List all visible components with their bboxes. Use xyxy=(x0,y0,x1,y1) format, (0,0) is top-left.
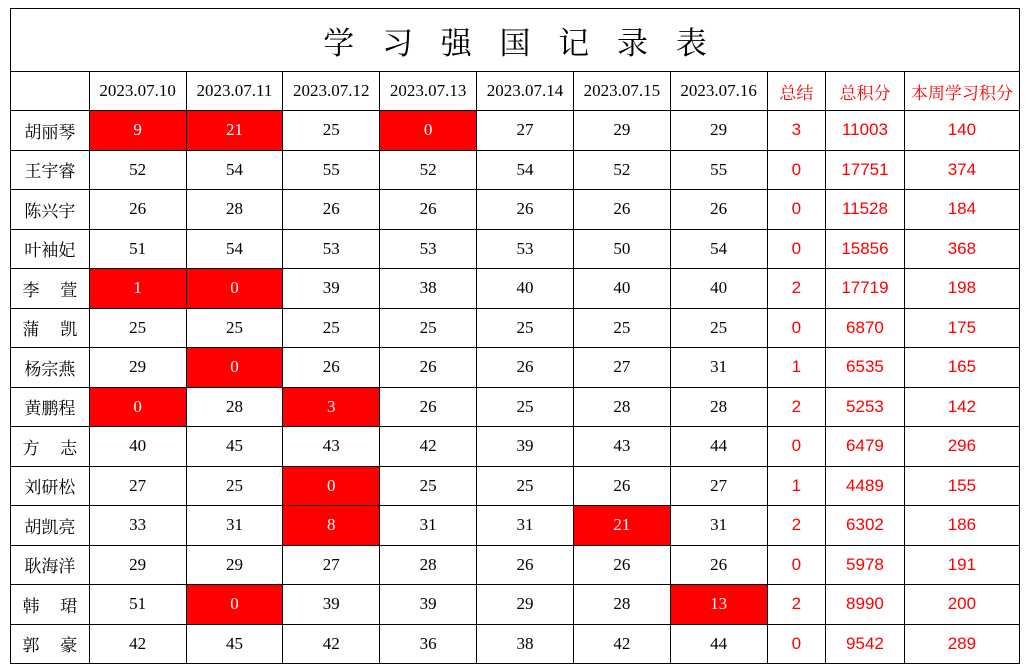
table-row xyxy=(11,229,1020,269)
cell-day-3: 43 xyxy=(283,427,380,467)
table-row xyxy=(11,387,1020,427)
cell-day-7: 55 xyxy=(670,150,767,190)
cell-day-1: 40 xyxy=(89,427,186,467)
cell-summary: 0 xyxy=(767,545,826,585)
header-day-5: 2023.07.14 xyxy=(477,72,574,111)
cell-day-2: 31 xyxy=(186,506,283,546)
cell-total: 17751 xyxy=(826,150,905,190)
header-day-2: 2023.07.11 xyxy=(186,72,283,111)
cell-day-5: 27 xyxy=(477,111,574,151)
row-name: 蒲 凯 xyxy=(11,308,90,348)
cell-week: 186 xyxy=(904,506,1019,546)
cell-day-3: 26 xyxy=(283,190,380,230)
cell-day-3: 53 xyxy=(283,229,380,269)
header-day-7: 2023.07.16 xyxy=(670,72,767,111)
cell-day-5: 26 xyxy=(477,190,574,230)
cell-summary: 0 xyxy=(767,190,826,230)
cell-week: 142 xyxy=(904,387,1019,427)
cell-day-3: 55 xyxy=(283,150,380,190)
cell-day-6: 27 xyxy=(573,348,670,388)
cell-total: 17719 xyxy=(826,269,905,309)
table-row xyxy=(11,585,1020,625)
cell-day-7: 40 xyxy=(670,269,767,309)
cell-day-1: 51 xyxy=(89,585,186,625)
cell-day-2: 29 xyxy=(186,545,283,585)
cell-day-6: 26 xyxy=(573,545,670,585)
cell-summary: 0 xyxy=(767,427,826,467)
cell-day-1: 29 xyxy=(89,545,186,585)
cell-day-6: 40 xyxy=(573,269,670,309)
table-row xyxy=(11,111,1020,151)
table-row xyxy=(11,269,1020,309)
cell-day-4: 26 xyxy=(380,190,477,230)
cell-day-5: 39 xyxy=(477,427,574,467)
header-day-4: 2023.07.13 xyxy=(380,72,477,111)
cell-day-5: 25 xyxy=(477,466,574,506)
cell-day-4: 52 xyxy=(380,150,477,190)
row-name: 耿海洋 xyxy=(11,545,90,585)
cell-day-4: 25 xyxy=(380,308,477,348)
cell-day-3: 42 xyxy=(283,624,380,664)
cell-total: 9542 xyxy=(826,624,905,664)
cell-day-1: 29 xyxy=(89,348,186,388)
cell-day-2: 54 xyxy=(186,229,283,269)
study-record-table xyxy=(10,8,1020,664)
cell-day-6: 28 xyxy=(573,387,670,427)
cell-day-4: 53 xyxy=(380,229,477,269)
cell-day-6: 42 xyxy=(573,624,670,664)
cell-day-6: 29 xyxy=(573,111,670,151)
page-title: 学 习 强 国 记 录 表 xyxy=(11,9,1020,72)
cell-day-2: 25 xyxy=(186,308,283,348)
row-name: 刘研松 xyxy=(11,466,90,506)
cell-day-7: 27 xyxy=(670,466,767,506)
row-name: 郭 豪 xyxy=(11,624,90,664)
cell-day-7: 26 xyxy=(670,190,767,230)
cell-day-7: 28 xyxy=(670,387,767,427)
cell-day-1: 25 xyxy=(89,308,186,348)
cell-week: 175 xyxy=(904,308,1019,348)
cell-summary: 2 xyxy=(767,387,826,427)
cell-summary: 0 xyxy=(767,150,826,190)
cell-day-3: 26 xyxy=(283,348,380,388)
cell-day-2: 0 xyxy=(186,348,283,388)
row-name: 叶袖妃 xyxy=(11,229,90,269)
cell-day-2: 45 xyxy=(186,427,283,467)
row-name: 方 志 xyxy=(11,427,90,467)
cell-summary: 0 xyxy=(767,229,826,269)
cell-week: 200 xyxy=(904,585,1019,625)
cell-day-3: 25 xyxy=(283,308,380,348)
row-name: 黄鹏程 xyxy=(11,387,90,427)
cell-day-3: 39 xyxy=(283,585,380,625)
cell-day-3: 27 xyxy=(283,545,380,585)
cell-day-5: 31 xyxy=(477,506,574,546)
cell-day-1: 42 xyxy=(89,624,186,664)
cell-day-6: 52 xyxy=(573,150,670,190)
header-day-3: 2023.07.12 xyxy=(283,72,380,111)
cell-day-4: 28 xyxy=(380,545,477,585)
table-row xyxy=(11,427,1020,467)
cell-total: 5253 xyxy=(826,387,905,427)
header-row xyxy=(11,72,1020,111)
cell-week: 165 xyxy=(904,348,1019,388)
row-name: 王宇睿 xyxy=(11,150,90,190)
cell-day-2: 54 xyxy=(186,150,283,190)
cell-day-7: 44 xyxy=(670,624,767,664)
cell-week: 140 xyxy=(904,111,1019,151)
header-total: 总积分 xyxy=(826,72,905,111)
cell-summary: 1 xyxy=(767,466,826,506)
table-row xyxy=(11,506,1020,546)
cell-week: 198 xyxy=(904,269,1019,309)
title-row xyxy=(11,9,1020,72)
table-row xyxy=(11,308,1020,348)
cell-day-5: 29 xyxy=(477,585,574,625)
cell-day-7: 13 xyxy=(670,585,767,625)
cell-total: 6479 xyxy=(826,427,905,467)
table-row xyxy=(11,545,1020,585)
cell-total: 5978 xyxy=(826,545,905,585)
cell-day-2: 21 xyxy=(186,111,283,151)
cell-day-1: 33 xyxy=(89,506,186,546)
header-summary: 总结 xyxy=(767,72,826,111)
cell-day-1: 0 xyxy=(89,387,186,427)
cell-day-3: 8 xyxy=(283,506,380,546)
row-name: 胡丽琴 xyxy=(11,111,90,151)
cell-total: 11003 xyxy=(826,111,905,151)
cell-week: 184 xyxy=(904,190,1019,230)
cell-day-1: 26 xyxy=(89,190,186,230)
cell-day-4: 42 xyxy=(380,427,477,467)
cell-total: 6302 xyxy=(826,506,905,546)
cell-day-7: 54 xyxy=(670,229,767,269)
table-body xyxy=(11,9,1020,664)
cell-day-1: 51 xyxy=(89,229,186,269)
cell-day-6: 28 xyxy=(573,585,670,625)
cell-day-5: 38 xyxy=(477,624,574,664)
header-week: 本周学习积分 xyxy=(904,72,1019,111)
cell-day-2: 25 xyxy=(186,466,283,506)
cell-day-1: 52 xyxy=(89,150,186,190)
cell-day-4: 31 xyxy=(380,506,477,546)
cell-day-5: 25 xyxy=(477,387,574,427)
cell-day-6: 25 xyxy=(573,308,670,348)
cell-day-6: 26 xyxy=(573,190,670,230)
cell-summary: 1 xyxy=(767,348,826,388)
cell-day-7: 31 xyxy=(670,506,767,546)
cell-total: 8990 xyxy=(826,585,905,625)
cell-day-4: 0 xyxy=(380,111,477,151)
cell-summary: 2 xyxy=(767,269,826,309)
cell-day-1: 1 xyxy=(89,269,186,309)
cell-day-7: 26 xyxy=(670,545,767,585)
cell-day-2: 28 xyxy=(186,387,283,427)
table-row xyxy=(11,466,1020,506)
cell-day-1: 27 xyxy=(89,466,186,506)
cell-summary: 2 xyxy=(767,506,826,546)
cell-day-5: 25 xyxy=(477,308,574,348)
cell-day-6: 50 xyxy=(573,229,670,269)
cell-week: 368 xyxy=(904,229,1019,269)
cell-day-4: 25 xyxy=(380,466,477,506)
cell-summary: 0 xyxy=(767,308,826,348)
cell-day-1: 9 xyxy=(89,111,186,151)
cell-day-6: 21 xyxy=(573,506,670,546)
cell-day-2: 0 xyxy=(186,269,283,309)
cell-day-6: 26 xyxy=(573,466,670,506)
cell-total: 4489 xyxy=(826,466,905,506)
cell-week: 289 xyxy=(904,624,1019,664)
cell-summary: 3 xyxy=(767,111,826,151)
cell-day-5: 40 xyxy=(477,269,574,309)
header-day-1: 2023.07.10 xyxy=(89,72,186,111)
cell-day-6: 43 xyxy=(573,427,670,467)
cell-week: 155 xyxy=(904,466,1019,506)
cell-day-7: 25 xyxy=(670,308,767,348)
cell-day-3: 25 xyxy=(283,111,380,151)
cell-day-3: 0 xyxy=(283,466,380,506)
cell-week: 374 xyxy=(904,150,1019,190)
cell-day-2: 28 xyxy=(186,190,283,230)
cell-day-5: 26 xyxy=(477,348,574,388)
cell-day-2: 45 xyxy=(186,624,283,664)
cell-day-5: 53 xyxy=(477,229,574,269)
cell-day-4: 36 xyxy=(380,624,477,664)
cell-day-4: 38 xyxy=(380,269,477,309)
row-name: 韩 珺 xyxy=(11,585,90,625)
cell-summary: 0 xyxy=(767,624,826,664)
cell-day-4: 26 xyxy=(380,348,477,388)
header-name xyxy=(11,72,90,111)
cell-day-2: 0 xyxy=(186,585,283,625)
cell-day-7: 44 xyxy=(670,427,767,467)
row-name: 杨宗燕 xyxy=(11,348,90,388)
cell-total: 6870 xyxy=(826,308,905,348)
cell-total: 6535 xyxy=(826,348,905,388)
cell-day-7: 29 xyxy=(670,111,767,151)
cell-day-3: 3 xyxy=(283,387,380,427)
cell-day-4: 39 xyxy=(380,585,477,625)
table-row xyxy=(11,150,1020,190)
row-name: 李 萱 xyxy=(11,269,90,309)
cell-total: 15856 xyxy=(826,229,905,269)
table-row xyxy=(11,624,1020,664)
table-row xyxy=(11,190,1020,230)
cell-summary: 2 xyxy=(767,585,826,625)
cell-day-7: 31 xyxy=(670,348,767,388)
cell-week: 191 xyxy=(904,545,1019,585)
cell-day-5: 26 xyxy=(477,545,574,585)
cell-week: 296 xyxy=(904,427,1019,467)
cell-day-4: 26 xyxy=(380,387,477,427)
row-name: 胡凯亮 xyxy=(11,506,90,546)
header-day-6: 2023.07.15 xyxy=(573,72,670,111)
cell-day-3: 39 xyxy=(283,269,380,309)
table-row xyxy=(11,348,1020,388)
cell-day-5: 54 xyxy=(477,150,574,190)
row-name: 陈兴宇 xyxy=(11,190,90,230)
cell-total: 11528 xyxy=(826,190,905,230)
